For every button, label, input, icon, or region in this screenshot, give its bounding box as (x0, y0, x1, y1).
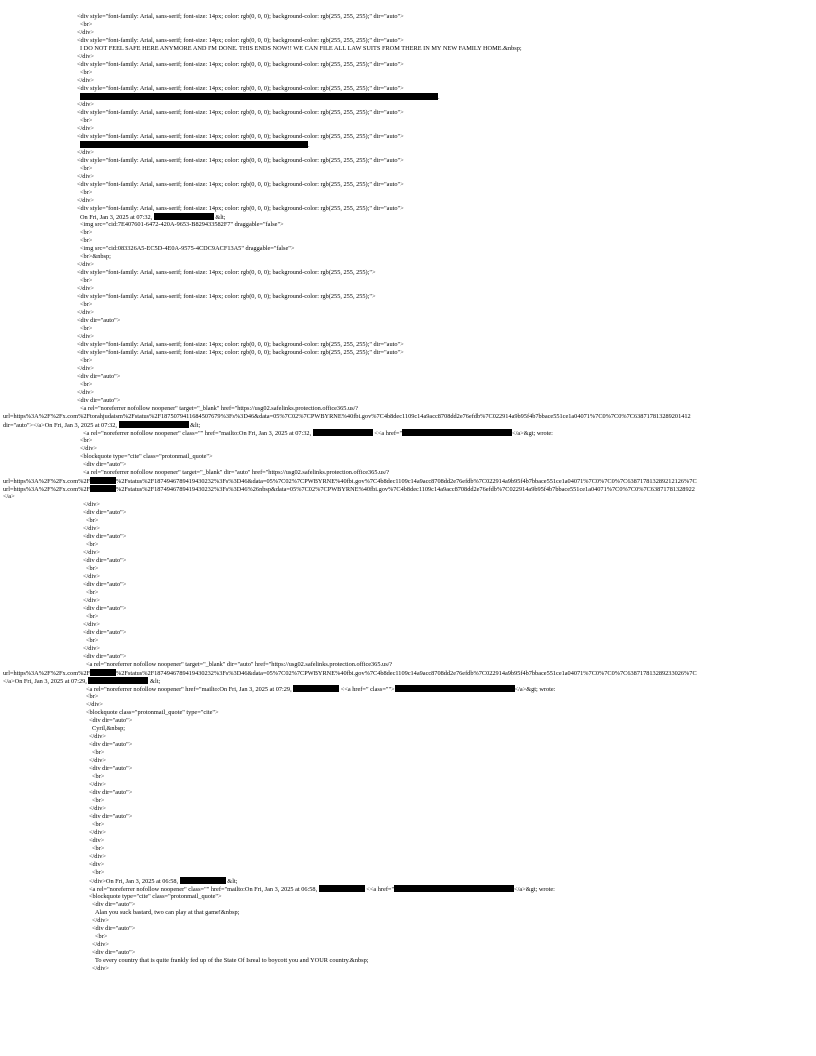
code-text: <div dir="auto"> (89, 741, 133, 748)
code-text: </div> (89, 853, 106, 860)
code-text: <a rel="noreferrer nofollow noopener" href="mailto:On Fri, Jan 3, 2025 at 07:29, (86, 686, 294, 693)
code-text: </a>&gt; wrote: (514, 886, 555, 893)
code-text: <br> (80, 381, 93, 388)
code-line (80, 245, 294, 253)
code-text: <div dir="auto"> (83, 581, 127, 588)
code-line (95, 957, 368, 965)
redaction-block (394, 885, 514, 892)
code-text: <br> (92, 749, 105, 756)
code-line (77, 389, 94, 397)
code-line (80, 445, 97, 453)
code-line (86, 637, 98, 645)
code-text: </div> (83, 549, 100, 556)
code-line (89, 829, 106, 837)
code-text: dir="auto"></a>On Fri, Jan 3, 2025 at 07:32, (3, 422, 119, 429)
code-line (89, 861, 104, 869)
code-text: <br> (86, 541, 99, 548)
code-line (3, 477, 697, 485)
code-text: </div> (77, 29, 94, 36)
code-text: <br> (80, 21, 93, 28)
code-text: </div> (77, 77, 94, 84)
code-line (89, 877, 237, 885)
code-line (83, 605, 126, 613)
code-text: <a rel="noreferrer nofollow noopener" target="_blank" href="https://usg02.safelinks.protection.office365.us/? (80, 405, 359, 412)
code-text: </div> (92, 941, 109, 948)
code-line (86, 541, 98, 549)
code-text: </div> (83, 621, 100, 628)
code-text: url=https%3A%2F%2Fx.com%2F (3, 670, 90, 677)
code-text: </div> (89, 781, 106, 788)
code-line (80, 453, 213, 461)
code-text: <div> (89, 861, 105, 868)
code-text: </div> (83, 525, 100, 532)
code-line (77, 197, 94, 205)
code-line (80, 229, 92, 237)
code-text: </div> (77, 149, 94, 156)
code-text: <div style="font-family: Arial, sans-serif; font-size: 14px; color: rgb(0, 0, 0); background-color: rgb(255, 255, 255);" dir="auto"> (77, 61, 404, 68)
code-line (83, 525, 100, 533)
code-text: <<a href=" (372, 430, 403, 437)
code-line (86, 589, 98, 597)
redaction-block (119, 421, 189, 428)
code-line (89, 885, 555, 893)
code-text: &lt; (225, 878, 238, 885)
code-line (80, 93, 440, 101)
code-text: <div dir="auto"> (83, 461, 127, 468)
code-text: <br> (80, 189, 93, 196)
code-text: </a>On Fri, Jan 3, 2025 at 07:29, (3, 678, 89, 685)
code-line (92, 869, 104, 877)
code-line (77, 261, 94, 269)
code-line (86, 685, 555, 693)
code-line (80, 69, 92, 77)
code-line (83, 573, 100, 581)
code-line (89, 781, 106, 789)
code-line (83, 645, 100, 653)
code-line (83, 533, 126, 541)
code-line (77, 77, 94, 85)
code-line (92, 845, 104, 853)
code-text: <a rel="noreferrer nofollow noopener" target="_blank" dir="auto" href="https://usg02.safelinks.protection.office365.us/? (86, 661, 393, 668)
code-text: </div> (89, 805, 106, 812)
code-line (80, 437, 92, 445)
code-text: </div> (77, 173, 94, 180)
code-text: <div dir="auto"> (77, 317, 121, 324)
code-line (77, 317, 120, 325)
code-text: <br> (86, 589, 99, 596)
code-text: <br> (80, 357, 93, 364)
code-text: <br> (86, 565, 99, 572)
code-line (77, 29, 94, 37)
code-text: </div> (86, 701, 103, 708)
code-text: Alan you suck bastard, two can play at that game!&nbsp; (95, 909, 240, 916)
code-text: <br> (80, 229, 93, 236)
code-line (83, 629, 126, 637)
code-line (89, 757, 106, 765)
code-line (83, 429, 553, 437)
code-line (80, 325, 92, 333)
code-text: </div> (89, 757, 106, 764)
code-text: <div dir="auto"> (83, 557, 127, 564)
code-line (77, 341, 404, 349)
code-text: <div dir="auto"> (89, 765, 133, 772)
code-line (3, 493, 15, 501)
code-text: </a> (3, 493, 15, 500)
code-text: </div> (83, 645, 100, 652)
code-line (77, 205, 404, 213)
code-text: </div> (92, 917, 109, 924)
code-line (77, 269, 376, 277)
code-line (77, 365, 94, 373)
code-text: </div> (89, 829, 106, 836)
code-line (92, 901, 135, 909)
code-text: %2Fstatus%2F1874946789419430232%3Fs%3D46&data=05%7C02%7CPWBYRNE%40fbi.gov%7C4b8dec1109c14a9acc8708dd2e76efdb%7C022914a9b95f4b7bbace551ce1a04071%7C0%7C0%7C638717813289212126%7C (116, 478, 697, 485)
code-line (80, 253, 111, 261)
code-text: </div> (83, 573, 100, 580)
code-text: <br> (86, 693, 99, 700)
code-line (92, 917, 109, 925)
redaction-block (90, 485, 116, 492)
code-text: </div> (77, 261, 94, 268)
code-line (89, 717, 132, 725)
code-text: </div> (80, 445, 97, 452)
code-line (3, 485, 695, 493)
code-line (77, 333, 94, 341)
code-line (83, 501, 100, 509)
code-text: <div dir="auto"> (83, 629, 127, 636)
code-line (86, 661, 392, 669)
code-text: <div dir="auto"> (92, 949, 136, 956)
code-line (80, 381, 92, 389)
code-text: </div>On Fri, Jan 3, 2025 at 06:58, (89, 878, 180, 885)
code-text: <blockquote type="cite" class="protonmail_quote"> (80, 453, 213, 460)
code-text: <br> (92, 773, 105, 780)
code-line (89, 853, 106, 861)
code-line (95, 909, 239, 917)
code-text: <br> (92, 869, 105, 876)
code-text: <blockquote type="cite" class="protonmail_quote"> (89, 893, 222, 900)
code-line (77, 349, 404, 357)
code-text: <<a href=" class=""> (339, 686, 395, 693)
code-line (3, 677, 160, 685)
code-line (80, 221, 284, 229)
code-text: <div style="font-family: Arial, sans-serif; font-size: 14px; color: rgb(0, 0, 0); background-color: rgb(255, 255, 255);"> (77, 269, 376, 276)
code-text: </div> (77, 389, 94, 396)
code-text: <br> (92, 821, 105, 828)
code-text: <br> (86, 613, 99, 620)
code-line (83, 549, 100, 557)
code-line (86, 709, 219, 717)
code-line (80, 45, 522, 53)
code-text: </div> (83, 597, 100, 604)
code-text: <div dir="auto"> (83, 509, 127, 516)
code-line (80, 213, 226, 221)
code-line (83, 653, 126, 661)
redaction-block (293, 685, 339, 692)
redaction-block (80, 93, 438, 100)
code-text: </div> (77, 197, 94, 204)
code-line (86, 517, 98, 525)
code-line (3, 669, 697, 677)
code-text: </div> (77, 309, 94, 316)
code-line (77, 373, 120, 381)
code-text: </div> (83, 501, 100, 508)
code-text: </div> (77, 125, 94, 132)
code-line (86, 693, 98, 701)
code-text: <div dir="auto"> (83, 653, 127, 660)
code-line (89, 741, 132, 749)
code-text: <div dir="auto"> (92, 901, 136, 908)
code-line (80, 117, 92, 125)
code-text: <br> (95, 933, 108, 940)
code-text: . (438, 94, 440, 101)
code-text: Cyril,&nbsp; (92, 725, 126, 732)
code-line (77, 133, 404, 141)
code-text: </div> (77, 285, 94, 292)
code-text: <div style="font-family: Arial, sans-serif; font-size: 14px; color: rgb(0, 0, 0); background-color: rgb(255, 255, 255);" dir="auto"> (77, 181, 404, 188)
code-text: </div> (92, 965, 109, 972)
code-line (83, 621, 100, 629)
redaction-block (88, 677, 148, 684)
code-line (77, 285, 94, 293)
code-text: . (308, 142, 310, 149)
redaction-block (90, 669, 116, 676)
redaction-block (154, 213, 214, 220)
code-text: </div> (77, 53, 94, 60)
code-line (83, 557, 126, 565)
code-line (80, 357, 92, 365)
code-text: <br> (80, 325, 93, 332)
code-text: url=https%3A%2F%2Fx.com%2F (3, 478, 90, 485)
code-line (80, 237, 92, 245)
code-line (77, 125, 94, 133)
code-text: <blockquote class="protonmail_quote" type="cite"> (86, 709, 219, 716)
code-text: </div> (77, 365, 94, 372)
code-text: I DO NOT FEEL SAFE HERE ANYMORE AND I'M DONE. THIS ENDS NOW!! WE CAN FILE ALL LAW SUITS FROM THERE IN MY NEW FAMILY HOME.&nbsp; (80, 45, 522, 52)
code-line (77, 101, 94, 109)
code-line (89, 765, 132, 773)
code-line (77, 309, 94, 317)
redaction-block (313, 429, 373, 436)
code-line (89, 813, 132, 821)
code-line (92, 965, 109, 973)
redaction-block (180, 877, 226, 884)
code-text: <a rel="noreferrer nofollow noopener" class="" href="mailto:On Fri, Jan 3, 2025 at 07:32, (83, 430, 313, 437)
code-text: <div style="font-family: Arial, sans-serif; font-size: 14px; color: rgb(0, 0, 0); background-color: rgb(255, 255, 255);" dir="auto"> (77, 37, 404, 44)
code-line (92, 725, 125, 733)
code-text: <a rel="noreferrer nofollow noopener" target="_blank" dir="auto" href="https://usg02.safelinks.protection.office365.us/? (83, 469, 390, 476)
code-text: <div style="font-family: Arial, sans-serif; font-size: 14px; color: rgb(0, 0, 0); background-color: rgb(255, 255, 255);" dir="auto"> (77, 341, 404, 348)
code-text: <div dir="auto"> (77, 397, 121, 404)
code-line (86, 565, 98, 573)
code-line (3, 413, 691, 421)
code-line (80, 189, 92, 197)
code-text: %2Fstatus%2F1874946789419430232%3Fs%3D46%26nbsp&data=05%7C02%7CPWBYRNE%40fbi.gov%7C4b8dec1109c14a9acc8708dd2e76efdb%7C022914a9b95f4b7bbace551ce1a04071%7C0%7C0%7C63871781328922 (116, 486, 695, 493)
code-text: </a>&gt; wrote: (512, 430, 553, 437)
code-text: <div style="font-family: Arial, sans-serif; font-size: 14px; color: rgb(0, 0, 0); background-color: rgb(255, 255, 255);" dir="auto"> (77, 133, 404, 140)
code-text: <div style="font-family: Arial, sans-serif; font-size: 14px; color: rgb(0, 0, 0); background-color: rgb(255, 255, 255);"> (77, 293, 376, 300)
code-text: </a>&gt; wrote: (514, 686, 556, 693)
code-text: <img src="cid:083326A5-EC5D-4E0A-9575-4CDC9ACF13A5" draggable="false"> (80, 245, 295, 252)
code-text: <div dir="auto"> (89, 813, 133, 820)
code-line (80, 165, 92, 173)
code-line (92, 797, 104, 805)
code-text: <div style="font-family: Arial, sans-serif; font-size: 14px; color: rgb(0, 0, 0); background-color: rgb(255, 255, 255);" dir="auto"> (77, 13, 404, 20)
code-text: <<a href=" (364, 886, 395, 893)
code-line (77, 53, 94, 61)
code-text: <br> (86, 517, 99, 524)
code-line (92, 941, 109, 949)
code-line (80, 21, 92, 29)
code-line (80, 141, 310, 149)
code-text: <div> (89, 837, 105, 844)
code-line (89, 805, 106, 813)
redaction-block (395, 685, 515, 692)
code-line (86, 613, 98, 621)
code-text: <br> (80, 117, 93, 124)
code-text: To every country that is quite frankly fed up of the State Of Isreal to boycott you and YOUR country.&nbsp; (95, 957, 369, 964)
code-text: <div dir="auto"> (92, 925, 136, 932)
code-line (77, 181, 404, 189)
code-line (77, 149, 94, 157)
redaction-block (402, 429, 512, 436)
code-line (77, 61, 404, 69)
code-line (95, 933, 107, 941)
code-text: <div style="font-family: Arial, sans-serif; font-size: 14px; color: rgb(0, 0, 0); background-color: rgb(255, 255, 255);" dir="auto"> (77, 109, 404, 116)
code-text: <br> (80, 165, 93, 172)
code-text: <br> (86, 637, 99, 644)
code-line (92, 925, 135, 933)
code-line (77, 397, 120, 405)
code-text: <img src="cid:7E407601-6472-420A-9653-B829433582F7" draggable="false"> (80, 221, 284, 228)
code-text: <br> (92, 797, 105, 804)
code-text: <br> (92, 845, 105, 852)
code-text: <div dir="auto"> (89, 789, 133, 796)
code-text: </div> (77, 333, 94, 340)
code-text: <div dir="auto"> (83, 533, 127, 540)
code-text: <div style="font-family: Arial, sans-serif; font-size: 14px; color: rgb(0, 0, 0); background-color: rgb(255, 255, 255);" dir="auto"> (77, 349, 404, 356)
code-line (77, 293, 376, 301)
code-line (92, 949, 135, 957)
code-text: <br> (80, 301, 93, 308)
code-text: <br> (80, 69, 93, 76)
code-text: %2Fstatus%2F1874946789419430232%3Fs%3D46&data=05%7C02%7CPWBYRNE%40fbi.gov%7C4b8dec1109c14a9acc8708dd2e76efdb%7C022914a9b95f4b7bbace551ce1a04071%7C0%7C0%7C638717813289233026%7C (116, 670, 697, 677)
code-line (83, 597, 100, 605)
code-line (80, 301, 92, 309)
code-text: <a rel="noreferrer nofollow noopener" class="" href="mailto:On Fri, Jan 3, 2025 at 06:58, (89, 886, 319, 893)
code-line (80, 405, 358, 413)
code-line (92, 773, 104, 781)
code-text: <div style="font-family: Arial, sans-serif; font-size: 14px; color: rgb(0, 0, 0); background-color: rgb(255, 255, 255);" dir="auto"> (77, 205, 404, 212)
code-line (77, 13, 404, 21)
code-text: <br>&nbsp; (80, 253, 111, 260)
code-line (77, 173, 94, 181)
code-text: <div style="font-family: Arial, sans-serif; font-size: 14px; color: rgb(0, 0, 0); background-color: rgb(255, 255, 255);" dir="auto"> (77, 157, 404, 164)
code-line (92, 821, 104, 829)
code-text: <br> (80, 237, 93, 244)
code-line (83, 509, 126, 517)
code-text: <div style="font-family: Arial, sans-serif; font-size: 14px; color: rgb(0, 0, 0); background-color: rgb(255, 255, 255);" dir="auto"> (77, 85, 404, 92)
code-text: &lt; (213, 214, 226, 221)
code-text: <br> (80, 437, 93, 444)
code-text: <div dir="auto"> (89, 717, 133, 724)
code-line (92, 749, 104, 757)
redaction-block (90, 477, 116, 484)
code-text: On Fri, Jan 3, 2025 at 07:32, (80, 214, 154, 221)
redaction-block (319, 885, 365, 892)
code-line (86, 701, 103, 709)
code-text: &lt; (148, 678, 161, 685)
code-line (3, 421, 200, 429)
code-line (89, 733, 106, 741)
code-line (83, 461, 126, 469)
code-line (77, 109, 404, 117)
code-text: <div dir="auto"> (77, 373, 121, 380)
code-text: <div dir="auto"> (83, 605, 127, 612)
code-line (83, 469, 389, 477)
code-text: url=https%3A%2F%2Fx.com%2F (3, 486, 90, 493)
code-line (89, 837, 104, 845)
code-line (89, 789, 132, 797)
redaction-block (80, 141, 308, 148)
code-line (89, 893, 222, 901)
code-line (77, 85, 404, 93)
code-line (77, 37, 404, 45)
code-line (77, 157, 404, 165)
code-line (80, 277, 92, 285)
code-line (83, 581, 126, 589)
code-text: &lt; (188, 422, 201, 429)
code-text: url=https%3A%2F%2Fx.com%2Ftorahjudaism%2Fstatus%2F1875079411684507679%3Fs%3D46&data=05%7C02%7CPWBYRNE%40fbi.gov%7C4b8dec1109c14a9acc8708dd2e76efdb%7C022914a9b95f4b7bbace551ce1a04071%7C0%7C0%7C638717813289201412 (3, 413, 691, 420)
code-text: </div> (89, 733, 106, 740)
code-text: </div> (77, 101, 94, 108)
code-text: <br> (80, 277, 93, 284)
